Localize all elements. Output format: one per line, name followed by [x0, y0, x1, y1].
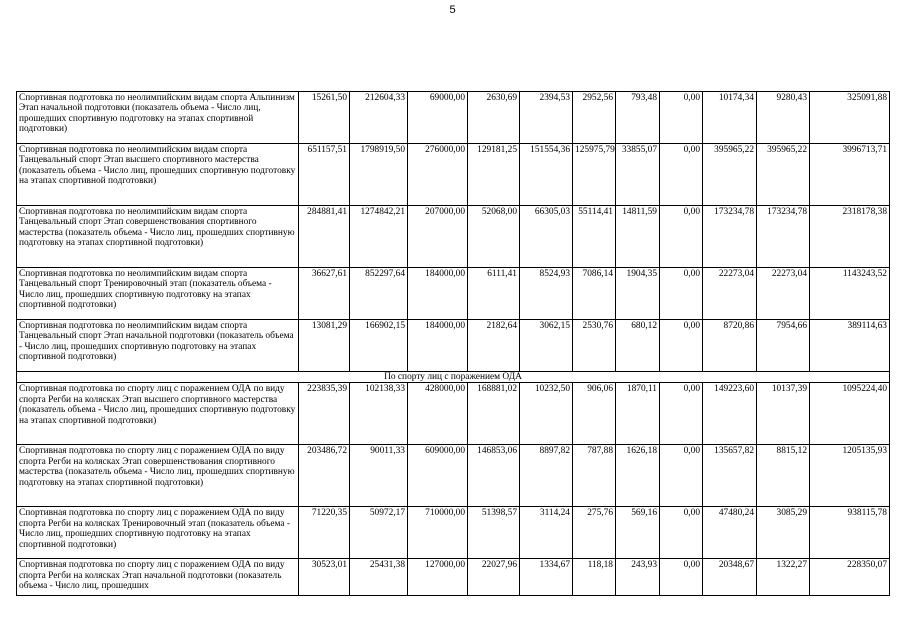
row-name-cell: Спортивная подготовка по неолимпийским видам спорта Танцевальный спорт Этап начальной подготовки (показатель объема - Число лиц, прошедших спортивную подготовку на этапах спортивной подготовки)	[17, 320, 299, 372]
value-cell: 212604,33	[350, 92, 408, 144]
row-name-cell: Спортивная подготовка по спорту лиц с поражением ОДА по виду спорта Регби на колясках Этап совершенствования спортивного мастерства (показатель объема - Число лиц, прошедших спортивную подготовку на этапах спортивной подготовки)	[17, 445, 299, 507]
value-cell: 223835,39	[299, 383, 350, 445]
value-cell: 1143243,52	[810, 268, 890, 320]
value-cell: 90011,33	[350, 445, 408, 507]
budget-table	[16, 91, 890, 596]
value-cell: 1904,35	[616, 268, 660, 320]
value-cell: 680,12	[616, 320, 660, 372]
value-cell: 395965,22	[757, 144, 810, 206]
value-cell: 30523,01	[299, 559, 350, 596]
value-cell: 0,00	[660, 144, 703, 206]
value-cell: 102138,33	[350, 383, 408, 445]
value-cell: 71220,35	[299, 507, 350, 559]
table-body-oda	[17, 383, 890, 596]
table-row	[17, 144, 890, 206]
value-cell: 0,00	[660, 445, 703, 507]
value-cell: 7954,66	[757, 320, 810, 372]
table-row	[17, 320, 890, 372]
value-cell: 651157,51	[299, 144, 350, 206]
table-row	[17, 559, 890, 596]
value-cell: 207000,00	[408, 206, 468, 268]
value-cell: 118,18	[573, 559, 616, 596]
value-cell: 135657,82	[703, 445, 757, 507]
value-cell: 2394,53	[520, 92, 573, 144]
table-row	[17, 92, 890, 144]
value-cell: 3062,15	[520, 320, 573, 372]
table-row	[17, 445, 890, 507]
value-cell: 184000,00	[408, 320, 468, 372]
value-cell: 20348,67	[703, 559, 757, 596]
value-cell: 3085,29	[757, 507, 810, 559]
value-cell: 2952,56	[573, 92, 616, 144]
value-cell: 173234,78	[757, 206, 810, 268]
value-cell: 127000,00	[408, 559, 468, 596]
value-cell: 1205135,93	[810, 445, 890, 507]
value-cell: 793,48	[616, 92, 660, 144]
value-cell: 0,00	[660, 559, 703, 596]
value-cell: 13081,29	[299, 320, 350, 372]
value-cell: 15261,50	[299, 92, 350, 144]
row-name-cell: Спортивная подготовка по спорту лиц с поражением ОДА по виду спорта Регби на колясках Тренировочный этап (показатель объема - Число лиц, прошедших спортивную подготовку на этапах спортивной подготовки)	[17, 507, 299, 559]
value-cell: 1626,18	[616, 445, 660, 507]
value-cell: 1334,67	[520, 559, 573, 596]
value-cell: 25431,38	[350, 559, 408, 596]
value-cell: 33855,07	[616, 144, 660, 206]
table-body-nonolympic	[17, 92, 890, 372]
value-cell: 276000,00	[408, 144, 468, 206]
value-cell: 710000,00	[408, 507, 468, 559]
value-cell: 787,88	[573, 445, 616, 507]
value-cell: 0,00	[660, 383, 703, 445]
value-cell: 852297,64	[350, 268, 408, 320]
value-cell: 2530,76	[573, 320, 616, 372]
table-section-oda	[17, 372, 890, 383]
value-cell: 1322,27	[757, 559, 810, 596]
value-cell: 151554,36	[520, 144, 573, 206]
value-cell: 50972,17	[350, 507, 408, 559]
value-cell: 125975,79	[573, 144, 616, 206]
value-cell: 0,00	[660, 320, 703, 372]
value-cell: 14811,59	[616, 206, 660, 268]
value-cell: 22273,04	[757, 268, 810, 320]
row-name-cell: Спортивная подготовка по спорту лиц с поражением ОДА по виду спорта Регби на колясках Этап начальной подготовки (показатель объема - Число лиц, прошедших	[17, 559, 299, 596]
value-cell: 275,76	[573, 507, 616, 559]
row-name-cell: Спортивная подготовка по неолимпийским видам спорта Танцевальный спорт Тренировочный этап (показатель объема - Число лиц, прошедших спортивную подготовку на этапах спортивной подготовки)	[17, 268, 299, 320]
row-name-cell: Спортивная подготовка по неолимпийским видам спорта Альпинизм Этап начальной подготовки (показатель объема - Число лиц, прошедших спортивную подготовку на этапах спортивной подготовки)	[17, 92, 299, 144]
value-cell: 3996713,71	[810, 144, 890, 206]
value-cell: 0,00	[660, 268, 703, 320]
value-cell: 284881,41	[299, 206, 350, 268]
value-cell: 1798919,50	[350, 144, 408, 206]
value-cell: 184000,00	[408, 268, 468, 320]
value-cell: 389114,63	[810, 320, 890, 372]
section-header: По спорту лиц с поражением ОДА	[17, 372, 890, 383]
value-cell: 228350,07	[810, 559, 890, 596]
value-cell: 0,00	[660, 92, 703, 144]
table-row	[17, 268, 890, 320]
row-name-cell: Спортивная подготовка по неолимпийским видам спорта Танцевальный спорт Этап совершенствования спортивного мастерства (показатель объема - Число лиц, прошедших спортивную подготовку на этапах спортивной подготовки)	[17, 206, 299, 268]
value-cell: 66305,03	[520, 206, 573, 268]
value-cell: 36627,61	[299, 268, 350, 320]
value-cell: 2630,69	[468, 92, 520, 144]
value-cell: 149223,60	[703, 383, 757, 445]
table-row	[17, 206, 890, 268]
value-cell: 166902,15	[350, 320, 408, 372]
value-cell: 203486,72	[299, 445, 350, 507]
value-cell: 6111,41	[468, 268, 520, 320]
value-cell: 9280,43	[757, 92, 810, 144]
value-cell: 428000,00	[408, 383, 468, 445]
value-cell: 243,93	[616, 559, 660, 596]
value-cell: 22027,96	[468, 559, 520, 596]
value-cell: 8815,12	[757, 445, 810, 507]
value-cell: 10137,39	[757, 383, 810, 445]
table-row	[17, 507, 890, 559]
value-cell: 569,16	[616, 507, 660, 559]
value-cell: 129181,25	[468, 144, 520, 206]
section-header-row	[17, 372, 890, 383]
value-cell: 10174,34	[703, 92, 757, 144]
value-cell: 8720,86	[703, 320, 757, 372]
value-cell: 8524,93	[520, 268, 573, 320]
value-cell: 168881,02	[468, 383, 520, 445]
value-cell: 609000,00	[408, 445, 468, 507]
value-cell: 938115,78	[810, 507, 890, 559]
value-cell: 1095224,40	[810, 383, 890, 445]
value-cell: 2318178,38	[810, 206, 890, 268]
value-cell: 146853,06	[468, 445, 520, 507]
value-cell: 325091,88	[810, 92, 890, 144]
row-name-cell: Спортивная подготовка по неолимпийским видам спорта Танцевальный спорт Этап высшего спортивного мастерства (показатель объема - Число лиц, прошедших спортивную подготовку на этапах спортивной подготовки)	[17, 144, 299, 206]
value-cell: 0,00	[660, 206, 703, 268]
table-row	[17, 383, 890, 445]
value-cell: 395965,22	[703, 144, 757, 206]
value-cell: 52068,00	[468, 206, 520, 268]
value-cell: 3114,24	[520, 507, 573, 559]
value-cell: 1274842,21	[350, 206, 408, 268]
value-cell: 47480,24	[703, 507, 757, 559]
value-cell: 22273,04	[703, 268, 757, 320]
value-cell: 10232,50	[520, 383, 573, 445]
value-cell: 69000,00	[408, 92, 468, 144]
value-cell: 0,00	[660, 507, 703, 559]
value-cell: 2182,64	[468, 320, 520, 372]
value-cell: 51398,57	[468, 507, 520, 559]
value-cell: 55114,41	[573, 206, 616, 268]
page-number: 5	[449, 4, 456, 16]
value-cell: 1870,11	[616, 383, 660, 445]
value-cell: 8897,82	[520, 445, 573, 507]
value-cell: 173234,78	[703, 206, 757, 268]
value-cell: 7086,14	[573, 268, 616, 320]
value-cell: 906,06	[573, 383, 616, 445]
row-name-cell: Спортивная подготовка по спорту лиц с поражением ОДА по виду спорта Регби на колясках Этап высшего спортивного мастерства (показатель объема - Число лиц, прошедших спортивную подготовку на этапах спортивной подготовки)	[17, 383, 299, 445]
